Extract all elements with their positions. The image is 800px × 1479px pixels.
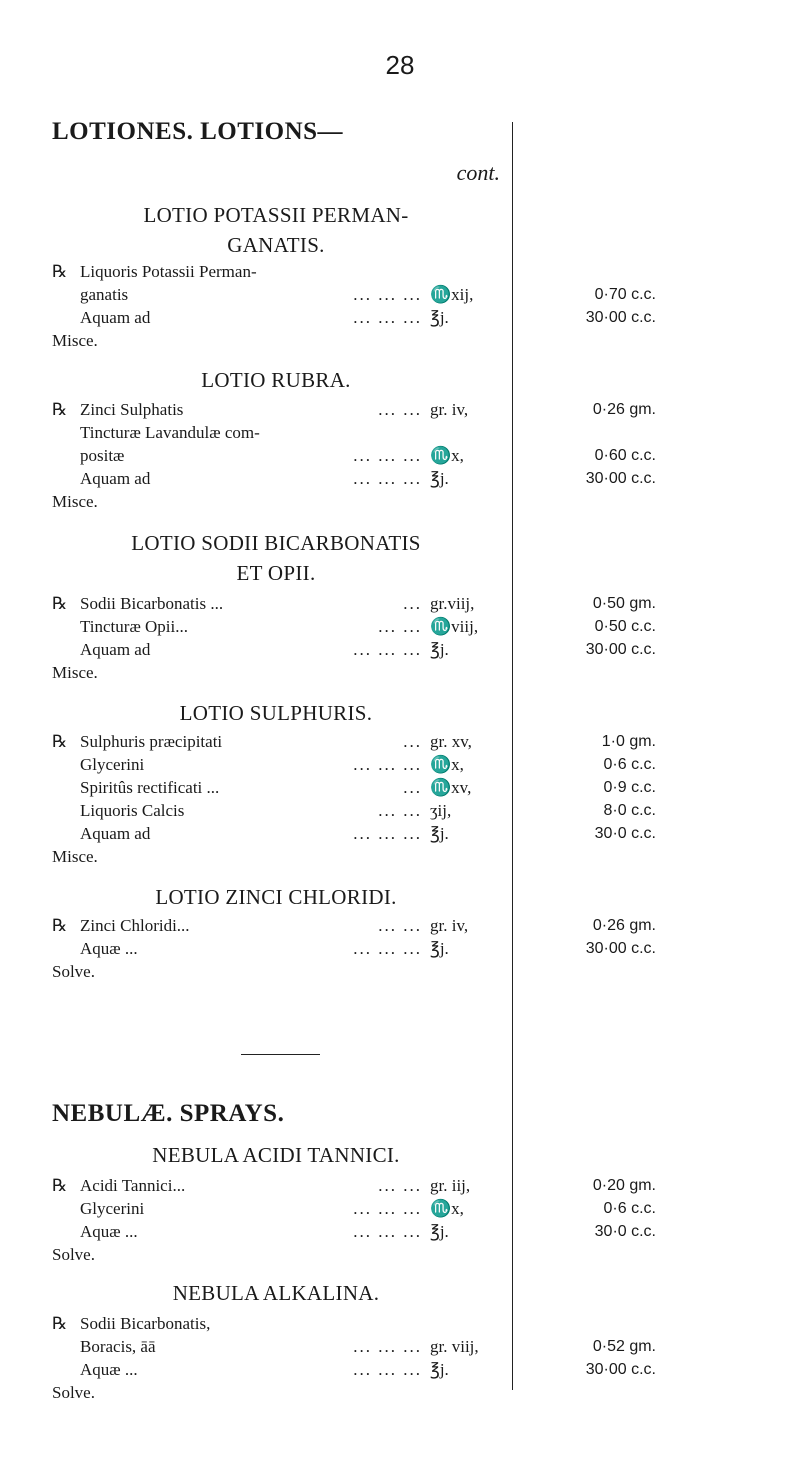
dose: ♏x, — [430, 755, 464, 774]
recipe-line — [52, 960, 510, 984]
page-heading: LOTIONES. LOTIONS— — [52, 118, 344, 145]
ingredient: Zinci Chloridi... — [80, 916, 190, 935]
recipe-line — [52, 914, 510, 938]
dose: ♏x, — [430, 1199, 464, 1218]
leader-dots: ... ... — [378, 400, 422, 419]
leader-dots: ... ... ... — [353, 446, 422, 465]
recipe-line — [52, 1174, 510, 1198]
metric-dose: 30·0 c.c. — [594, 825, 656, 842]
metric-dose: 0·52 gm. — [592, 1338, 656, 1355]
metric-dose: 0·50 c.c. — [594, 618, 656, 635]
leader-dots: ... ... — [378, 801, 422, 820]
ingredient: Misce. — [52, 847, 98, 866]
leader-dots: ... ... ... — [353, 308, 422, 327]
leader-dots: ... — [403, 594, 422, 613]
leader-dots: ... ... ... — [353, 1199, 422, 1218]
leader-dots: ... ... ... — [353, 755, 422, 774]
ingredient: Aquam ad — [80, 824, 151, 843]
section-title: LOTIO ZINCI CHLORIDI. — [155, 885, 397, 909]
metric-dose: 30·00 c.c. — [585, 309, 656, 326]
ingredient: Tincturæ Lavandulæ com- — [80, 423, 260, 442]
recipe-line — [52, 661, 510, 685]
leader-dots: ... ... ... — [353, 1360, 422, 1379]
recipe-symbol: ℞ — [52, 400, 68, 419]
ingredient: positæ — [80, 446, 125, 465]
spray-heading: NEBULÆ. SPRAYS. — [52, 1100, 285, 1127]
section-title: LOTIO RUBRA. — [201, 368, 351, 392]
metric-dose: 0·26 gm. — [592, 917, 656, 934]
dose: gr. iv, — [430, 916, 469, 935]
section-title: NEBULA ACIDI TANNICI. — [152, 1143, 400, 1167]
ingredient: Aquæ ... — [80, 939, 138, 958]
recipe-line — [52, 490, 510, 514]
recipe-line — [52, 1243, 510, 1267]
ingredient: Tincturæ Opii... — [80, 617, 189, 636]
recipe-line — [52, 306, 510, 330]
leader-dots: ... ... ... — [353, 1222, 422, 1241]
dose: gr. xv, — [430, 732, 472, 751]
recipe-line — [52, 1358, 510, 1382]
metric-dose: 30·00 c.c. — [585, 641, 656, 658]
dose: gr.viij, — [430, 594, 475, 613]
dose: gr. viij, — [430, 1337, 479, 1356]
recipe-line — [52, 937, 510, 961]
ingredient: Aquam ad — [80, 469, 151, 488]
section-title: LOTIO POTASSII PERMAN- — [143, 203, 409, 227]
recipe-line — [52, 776, 510, 800]
ingredient: Acidi Tannici... — [80, 1176, 186, 1195]
section-title: LOTIO SULPHURIS. — [179, 701, 373, 725]
leader-dots: ... ... ... — [353, 285, 422, 304]
dose: ℥j. — [430, 939, 449, 958]
ingredient: Zinci Sulphatis — [80, 400, 184, 419]
dose: ℥j. — [430, 1222, 449, 1241]
ingredient: Sodii Bicarbonatis, — [80, 1314, 211, 1333]
metric-dose: 0·60 c.c. — [594, 447, 656, 464]
section-title: LOTIO SODII BICARBONATIS — [131, 531, 421, 555]
recipe-line — [52, 421, 510, 445]
recipe-line — [52, 283, 510, 307]
section-title: GANATIS. — [227, 233, 325, 257]
metric-dose: 0·26 gm. — [592, 401, 656, 418]
recipe-symbol: ℞ — [52, 1176, 68, 1195]
recipe-line — [52, 260, 510, 284]
recipe-symbol: ℞ — [52, 594, 68, 613]
leader-dots: ... ... ... — [353, 640, 422, 659]
ingredient: Liquoris Calcis — [80, 801, 185, 820]
recipe-line — [52, 467, 510, 491]
leader-dots: ... ... ... — [353, 469, 422, 488]
metric-dose: 1·0 gm. — [601, 733, 656, 750]
metric-dose: 0·50 gm. — [592, 595, 656, 612]
leader-dots: ... — [403, 732, 422, 751]
dose: ʒij, — [430, 801, 452, 820]
page-heading-cont: cont. — [456, 160, 500, 185]
dose: ℥j. — [430, 640, 449, 659]
dose: ℥j. — [430, 308, 449, 327]
ingredient: Aquam ad — [80, 308, 151, 327]
column-divider — [512, 122, 513, 1390]
recipe-line — [52, 1312, 510, 1336]
dose: ♏xij, — [430, 285, 474, 304]
metric-dose: 30·0 c.c. — [594, 1223, 656, 1240]
ingredient: Liquoris Potassii Perman- — [80, 262, 257, 281]
recipe-symbol: ℞ — [52, 732, 68, 751]
ingredient: Aquam ad — [80, 640, 151, 659]
ingredient: Glycerini — [80, 1199, 145, 1218]
metric-dose: 30·00 c.c. — [585, 940, 656, 957]
recipe-line — [52, 1197, 510, 1221]
metric-dose: 8·0 c.c. — [603, 802, 656, 819]
dose: ♏xv, — [430, 778, 472, 797]
recipe-line — [52, 1220, 510, 1244]
ingredient: Sodii Bicarbonatis ... — [80, 594, 224, 613]
metric-dose: 0·9 c.c. — [603, 779, 656, 796]
leader-dots: ... ... ... — [353, 1337, 422, 1356]
recipe-line — [52, 822, 510, 846]
ingredient: Boracis, āā — [80, 1337, 156, 1356]
leader-dots: ... ... — [378, 617, 422, 636]
recipe-line — [52, 615, 510, 639]
recipe-line — [52, 753, 510, 777]
leader-dots: ... — [403, 778, 422, 797]
ingredient: ganatis — [80, 285, 129, 304]
recipe-line — [52, 638, 510, 662]
recipe-line — [52, 730, 510, 754]
section-separator — [241, 1054, 320, 1055]
section-title: NEBULA ALKALINA. — [172, 1281, 380, 1305]
ingredient: Solve. — [52, 962, 95, 981]
dose: ℥j. — [430, 469, 449, 488]
recipe-line — [52, 329, 510, 353]
ingredient: Glycerini — [80, 755, 145, 774]
recipe-line — [52, 398, 510, 422]
ingredient: Misce. — [52, 331, 98, 350]
leader-dots: ... ... — [378, 1176, 422, 1195]
leader-dots: ... ... — [378, 916, 422, 935]
recipe-symbol: ℞ — [52, 262, 68, 281]
recipe-symbol: ℞ — [52, 916, 68, 935]
metric-dose: 0·6 c.c. — [603, 756, 656, 773]
ingredient: Aquæ ... — [80, 1222, 138, 1241]
dose: ♏x, — [430, 446, 464, 465]
recipe-line — [52, 444, 510, 468]
ingredient: Misce. — [52, 663, 98, 682]
dose: ℥j. — [430, 1360, 449, 1379]
page-number: 28 — [385, 50, 415, 80]
metric-dose: 0·70 c.c. — [594, 286, 656, 303]
leader-dots: ... ... ... — [353, 824, 422, 843]
recipe-line — [52, 845, 510, 869]
ingredient: Solve. — [52, 1245, 95, 1264]
ingredient: Solve. — [52, 1383, 95, 1402]
ingredient: Aquæ ... — [80, 1360, 138, 1379]
metric-dose: 30·00 c.c. — [585, 470, 656, 487]
ingredient: Sulphuris præcipitati — [80, 732, 223, 751]
dose: gr. iv, — [430, 400, 469, 419]
metric-dose: 30·00 c.c. — [585, 1361, 656, 1378]
ingredient: Misce. — [52, 492, 98, 511]
ingredient: Spiritûs rectificati ... — [80, 778, 220, 797]
dose: ♏viij, — [430, 617, 479, 636]
leader-dots: ... ... ... — [353, 939, 422, 958]
recipe-line — [52, 1335, 510, 1359]
recipe-line — [52, 799, 510, 823]
section-title: ET OPII. — [236, 561, 316, 585]
recipe-line — [52, 592, 510, 616]
recipe-line — [52, 1381, 510, 1405]
recipe-symbol: ℞ — [52, 1314, 68, 1333]
metric-dose: 0·20 gm. — [592, 1177, 656, 1194]
metric-dose: 0·6 c.c. — [603, 1200, 656, 1217]
dose: ℥j. — [430, 824, 449, 843]
dose: gr. iij, — [430, 1176, 471, 1195]
